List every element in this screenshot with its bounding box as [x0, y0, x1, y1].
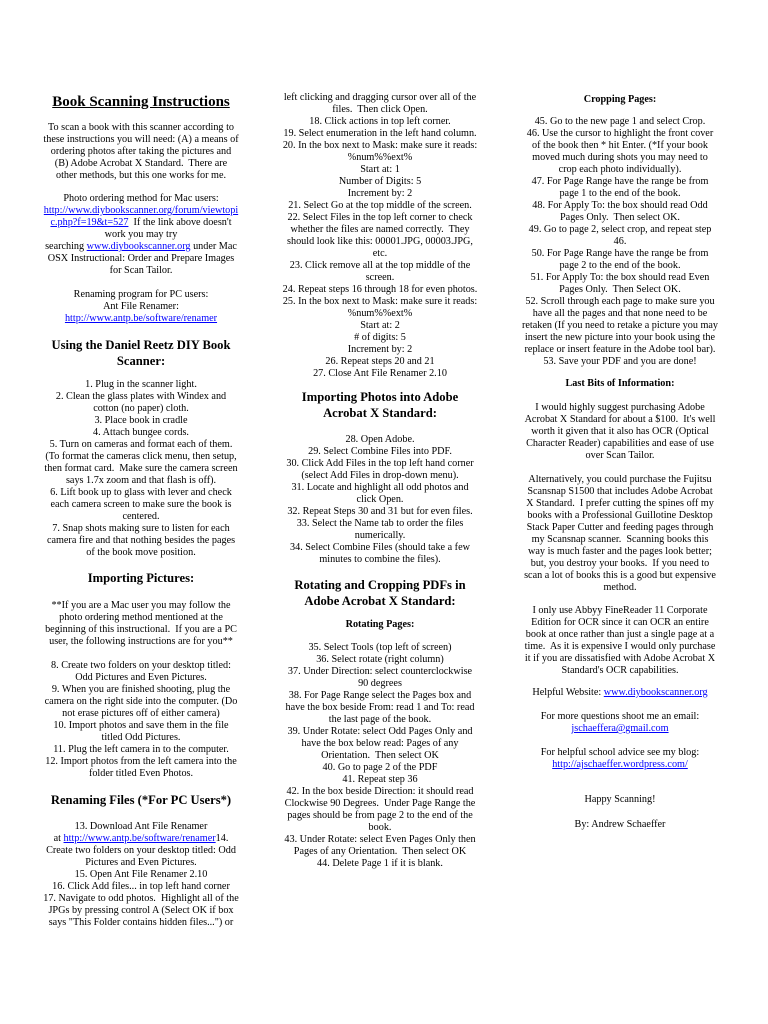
text-line: 33. Select the Name tab to order the files — [296, 518, 464, 529]
text-line: 5. Turn on cameras and format each of them. — [49, 439, 233, 450]
text-line: (B) Adobe Acrobat X Standard. There are — [54, 158, 228, 169]
text-line: replace or insert feature in the Adobe tool bar). — [524, 344, 716, 355]
column-2 — [270, 0, 490, 1024]
text-line: user, the following instructions are for you** — [49, 636, 233, 647]
text-line: centered. — [122, 511, 160, 522]
text-line: 52. Scroll through each page to make sure you — [525, 296, 715, 307]
text-line: 46. Use the cursor to highlight the front cover — [526, 128, 714, 139]
text-line: files. Then click Open. — [332, 104, 428, 115]
text-span: searching — [45, 241, 87, 252]
text-line: Clockwise 90 Degrees. Under Page Range the — [284, 798, 476, 809]
text-line: 47. For Page Range have the range be from — [531, 176, 709, 187]
text-line: 13. Download Ant File Renamer — [74, 821, 208, 832]
text-line: I would highly suggest purchasing Adobe — [535, 402, 705, 413]
text-line: I only use Abbyy FineReader 11 Corporate — [532, 605, 708, 616]
text-line — [11, 241, 271, 253]
text-line: 15. Open Ant File Renamer 2.10 — [74, 869, 208, 880]
text-line: 35. Select Tools (top left of screen) — [308, 642, 452, 653]
text-line: my Scansnap scanner. Scanning books this — [531, 534, 709, 545]
text-line: For helpful school advice see my blog: — [540, 747, 700, 758]
mac-ordering-paragraph — [11, 193, 271, 277]
blog-link[interactable]: http://ajschaeffer.wordpress.com/ — [552, 759, 688, 770]
text-line: JPGs by pressing control A (Select OK if box — [48, 905, 234, 916]
text-line: 2. Clean the glass plates with Windex and — [55, 391, 227, 402]
mac-ordering-paragraph-link[interactable]: http://www.diybookscanner.org/forum/viewtopi — [43, 205, 239, 216]
text-line: Book Scanning Instructions — [52, 94, 230, 110]
document-title — [11, 93, 271, 111]
text-line: Acrobat X Standard: — [323, 406, 437, 420]
text-line: 53. Save your PDF and you are done! — [543, 356, 697, 367]
text-line: Number of Digits: 5 — [338, 176, 422, 187]
text-line: 3. Place book in cradle — [94, 415, 188, 426]
text-line: not erase pictures off of either camera) — [62, 708, 220, 719]
scansnap-alternative — [490, 474, 750, 594]
mac-ordering-paragraph-link[interactable]: c.php?f=19&t=527 — [50, 217, 129, 228]
sign-off — [490, 794, 750, 806]
text-line: 18. Click actions in top left corner. — [309, 116, 451, 127]
blog — [490, 747, 750, 771]
text-line: the last page of the book. — [328, 714, 432, 725]
text-line: **If you are a Mac user you may follow the — [51, 600, 231, 611]
text-line: 1. Plug in the scanner light. — [85, 379, 197, 390]
text-line: (To format the cameras click menu, then setup, — [45, 451, 237, 462]
text-span: Helpful Website: — [532, 687, 604, 698]
text-line: Scansnap S1500 that includes Adobe Acrobat — [527, 486, 713, 497]
text-line: it if you are dissatisfied with Adobe Acrobat X — [524, 653, 716, 664]
pc-renamer-paragraph-link[interactable]: http://www.antp.be/software/renamer — [64, 313, 218, 324]
text-line: Pages Only. Then select OK. — [560, 212, 680, 223]
text-line: have the box beside From: read 1 and To: read — [285, 702, 475, 713]
text-line: X Standard. I prefer cutting the spines off my — [526, 498, 714, 509]
text-line: Character Reader) capabilities and ease of use — [526, 438, 714, 449]
text-line: 41. Repeat step 36 — [342, 774, 418, 785]
text-line: each camera screen to make sure the book is — [50, 499, 232, 510]
text-line: By: Andrew Schaeffer — [574, 819, 666, 830]
text-line: 19. Select enumeration in the left hand column. — [283, 128, 477, 139]
text-line: 51. For Apply To: the box should read Even — [530, 272, 710, 283]
text-line: other methods, but this one works for me. — [55, 170, 227, 181]
text-line: Create two folders on your desktop titled: Odd — [46, 845, 236, 856]
text-line: but, you destroy your books. If you need to — [530, 558, 710, 569]
text-span: under Mac — [190, 241, 237, 252]
text-line: 9. When you are finished shooting, plug the — [51, 684, 231, 695]
text-line: 90 degrees — [358, 678, 402, 689]
text-line: For more questions shoot me an email: — [540, 711, 700, 722]
text-line: 21. Select Go at the top middle of the screen. — [288, 200, 472, 211]
text-line: 25. In the box next to Mask: make sure it reads: — [282, 296, 478, 307]
contact-email-link[interactable]: jschaeffera@gmail.com — [571, 723, 669, 734]
text-line: 34. Select Combine Files (should take a few — [290, 542, 470, 553]
text-line: 26. Repeat steps 20 and 21 — [325, 356, 435, 367]
text-line: insert the new picture into your book using the — [524, 332, 716, 343]
text-line: crop each photo individually). — [558, 164, 682, 175]
text-line — [11, 205, 271, 217]
text-line — [11, 833, 271, 845]
text-line: screen. — [365, 272, 395, 283]
text-line: numerically. — [354, 530, 406, 541]
text-span: 14. — [215, 833, 229, 844]
text-line: 11. Plug the left camera in to the computer. — [53, 744, 229, 755]
text-line: 29. Select Combine Files into PDF. — [308, 446, 452, 457]
text-line: Happy Scanning! — [584, 794, 656, 805]
heading-rotating-cropping — [270, 577, 490, 609]
text-line: %num%%ext% — [347, 308, 413, 319]
text-line: Start at: 2 — [360, 320, 400, 331]
helpful-website-link[interactable]: www.diybookscanner.org — [603, 687, 708, 698]
text-line: ordering photos after taking the pictures and — [50, 146, 232, 157]
text-line: 16. Click Add files... in top left hand corner — [52, 881, 230, 892]
text-line: Renaming Files (*For PC Users*) — [50, 793, 232, 807]
renaming-steps — [11, 821, 271, 929]
text-line: Increment by: 2 — [347, 188, 413, 199]
heading-renaming-files — [11, 792, 271, 808]
text-line: Photo ordering method for Mac users: — [63, 193, 219, 204]
text-line: of the book then * hit Enter. (*If your book — [532, 140, 708, 151]
text-line: Pages of any Orientation. Then select OK — [293, 846, 467, 857]
acrobat-recommendation — [490, 402, 750, 462]
text-line: book at once rather than just a single page at a — [525, 629, 715, 640]
text-line: over Scan Tailor. — [585, 450, 655, 461]
text-line — [11, 217, 271, 229]
text-line: says "This Folder contains hidden files...") or — [48, 917, 234, 928]
text-line: Alternatively, you could purchase the Fujitsu — [528, 474, 712, 485]
text-line: time. As it is expensive I would only purchase — [524, 641, 716, 652]
text-line: 23. Click remove all at the top middle of the — [289, 260, 471, 271]
contact-email — [490, 711, 750, 735]
text-line: minutes to combine the files). — [319, 554, 441, 565]
text-line: click Open. — [356, 494, 404, 505]
text-line: Adobe Acrobat X Standard: — [304, 594, 456, 608]
text-line: 7. Snap shots making sure to listen for each — [52, 523, 230, 534]
text-line: Edition for OCR since it can OCR an entire — [531, 617, 709, 628]
text-line: Scanner: — [116, 354, 166, 368]
helpful-website — [490, 687, 750, 699]
text-line: Using the Daniel Reetz DIY Book — [51, 338, 231, 352]
text-line — [490, 687, 750, 699]
text-line: Orientation. Then select OK — [321, 750, 439, 761]
text-line: Ant File Renamer: — [103, 301, 179, 312]
heading-importing-into-acrobat — [270, 389, 490, 421]
text-line: 6. Lift book up to glass with lever and check — [50, 487, 232, 498]
text-line: 12. Import photos from the left camera into the — [45, 756, 237, 767]
text-line: # of digits: 5 — [354, 332, 406, 343]
text-line: method. — [603, 582, 637, 593]
text-line: 39. Under Rotate: select Odd Pages Only and — [287, 726, 473, 737]
text-line: 37. Under Direction: select counterclockwise — [287, 666, 473, 677]
text-line — [490, 723, 750, 735]
text-line: whether the files are named correctly. They — [290, 224, 470, 235]
text-line: scan a lot of books this is a good but expensive — [524, 570, 716, 581]
text-line: Pictures and Even Pictures. — [85, 857, 197, 868]
mac-user-note — [11, 600, 271, 648]
ocr-note — [490, 605, 750, 677]
text-line: titled Odd Pictures. — [101, 732, 181, 743]
text-line: these instructions you will need: (A) a means of — [43, 134, 239, 145]
text-line: 24. Repeat steps 16 through 18 for even photos. — [282, 284, 478, 295]
text-line: page 2 to the end of the book. — [559, 260, 681, 271]
text-line: page 1 to the end of the book. — [559, 188, 681, 199]
importing-steps — [11, 660, 271, 780]
text-line: 36. Select rotate (right column) — [316, 654, 444, 665]
text-line: Importing Pictures: — [87, 571, 195, 585]
text-line: says 1.7x zoom and that flash is off). — [65, 475, 217, 486]
text-line: 4. Attach bungee cords. — [93, 427, 189, 438]
diy-scanner-steps — [11, 379, 271, 559]
text-line: should look like this: 00001.JPG, 00003.JPG, — [287, 236, 473, 247]
text-span: If the link above doesn't — [128, 217, 232, 228]
text-line: worth it given that it also has OCR (Optical — [531, 426, 709, 437]
text-line: 22. Select Files in the top left corner to check — [287, 212, 473, 223]
text-line: beginning of this instructional. If you are a PC — [45, 624, 237, 635]
subheading-last-bits — [490, 378, 750, 390]
subheading-cropping-pages — [490, 94, 750, 106]
renaming-steps-continued — [270, 92, 490, 380]
text-line: %num%%ext% — [347, 152, 413, 163]
acrobat-import-steps — [270, 434, 490, 566]
text-line: work you may try — [104, 229, 178, 240]
text-line: 32. Repeat Steps 30 and 31 but for even files. — [287, 506, 473, 517]
text-line: left clicking and dragging cursor over all of the — [283, 92, 477, 103]
text-line: Importing Photos into Adobe — [301, 390, 459, 404]
text-line: Rotating Pages: — [345, 619, 415, 630]
text-line — [11, 313, 271, 325]
text-line: Cropping Pages: — [583, 94, 657, 105]
text-line: have all the pages and that none need to be — [532, 308, 708, 319]
rotating-steps — [270, 642, 490, 870]
text-line: 44. Delete Page 1 if it is blank. — [317, 858, 443, 869]
text-line: books with a Professional Guillotine Desktop — [527, 510, 713, 521]
text-line: 28. Open Adobe. — [345, 434, 415, 445]
text-line: cotton (no paper) cloth. — [93, 403, 189, 414]
text-line: 8. Create two folders on your desktop titled: — [51, 660, 231, 671]
text-line: 46. — [613, 236, 627, 247]
text-line: photo ordering method mentioned at the — [59, 612, 223, 623]
text-line: then format card. Make sure the camera screen — [44, 463, 238, 474]
text-line: 40. Go to page 2 of the PDF — [322, 762, 438, 773]
column-3 — [490, 0, 750, 1024]
text-line: retaken (If you need to retake a picture you may — [521, 320, 719, 331]
text-line: 17. Navigate to odd photos. Highlight all of the — [43, 893, 239, 904]
text-line: etc. — [372, 248, 388, 259]
text-line: To scan a book with this scanner according to — [47, 122, 234, 133]
text-line: 38. For Page Range select the Pages box and — [288, 690, 472, 701]
text-line: Acrobat X Standard for about a $100. It's well — [524, 414, 716, 425]
text-line: folder titled Even Photos. — [88, 768, 194, 779]
text-line: pages should be from page 2 to the end of the — [287, 810, 473, 821]
text-line: Pages Only. Then Select OK. — [559, 284, 681, 295]
text-line: moved much during shots you may need to — [532, 152, 708, 163]
text-line: 20. In the box next to Mask: make sure it reads: — [282, 140, 478, 151]
text-line: (select Add Files in drop-down menu). — [301, 470, 459, 481]
text-line: of the book move position. — [86, 547, 196, 558]
text-line: Rotating and Cropping PDFs in — [294, 578, 466, 592]
text-line: Last Bits of Information: — [565, 378, 675, 389]
text-line: Standard's OCR capabilities. — [561, 665, 679, 676]
text-line — [490, 759, 750, 771]
text-line: Increment by: 2 — [347, 344, 413, 355]
text-line: OSX Instructional: Order and Prepare Images — [47, 253, 235, 264]
text-line: 30. Click Add Files in the top left hand corner — [286, 458, 474, 469]
text-span: at — [53, 833, 64, 844]
text-line: Start at: 1 — [360, 164, 400, 175]
column-1 — [11, 0, 271, 1024]
cropping-steps — [490, 116, 750, 368]
text-line: 31. Locate and highlight all odd photos and — [291, 482, 469, 493]
text-line: 50. For Page Range have the range be from — [531, 248, 709, 259]
text-line: camera on the right side into the computer. (Do — [44, 696, 238, 707]
pc-renamer-paragraph — [11, 289, 271, 325]
text-line: way is much faster and the pages look better; — [528, 546, 712, 557]
text-line: 27. Close Ant File Renamer 2.10 — [313, 368, 447, 379]
text-line: 48. For Apply To: the box should read Odd — [532, 200, 708, 211]
renaming-steps-link[interactable]: http://www.antp.be/software/renamer — [63, 833, 216, 844]
mac-ordering-paragraph-link[interactable]: www.diybookscanner.org — [86, 241, 191, 252]
text-line: 45. Go to the new page 1 and select Crop. — [534, 116, 706, 127]
subheading-rotating-pages — [270, 619, 490, 631]
text-line: Odd Pictures and Even Pictures. — [75, 672, 207, 683]
heading-importing-pictures — [11, 570, 271, 586]
text-line: 49. Go to page 2, select crop, and repeat step — [528, 224, 712, 235]
intro-paragraph — [11, 122, 271, 182]
text-line: for Scan Tailor. — [109, 265, 173, 276]
text-line: Renaming program for PC users: — [73, 289, 209, 300]
text-line: book. — [368, 822, 392, 833]
text-line: Stack Paper Cutter and feeding pages through — [526, 522, 714, 533]
text-line: have the box below read: Pages of any — [301, 738, 459, 749]
text-line: camera fire and that nothing besides the pages — [46, 535, 236, 546]
heading-diy-book-scanner — [11, 337, 271, 369]
text-line: 42. In the box beside Direction: it should read — [286, 786, 474, 797]
text-line: 10. Import photos and save them in the file — [53, 720, 229, 731]
author — [490, 819, 750, 831]
text-line: 43. Under Rotate: select Even Pages Only then — [284, 834, 476, 845]
